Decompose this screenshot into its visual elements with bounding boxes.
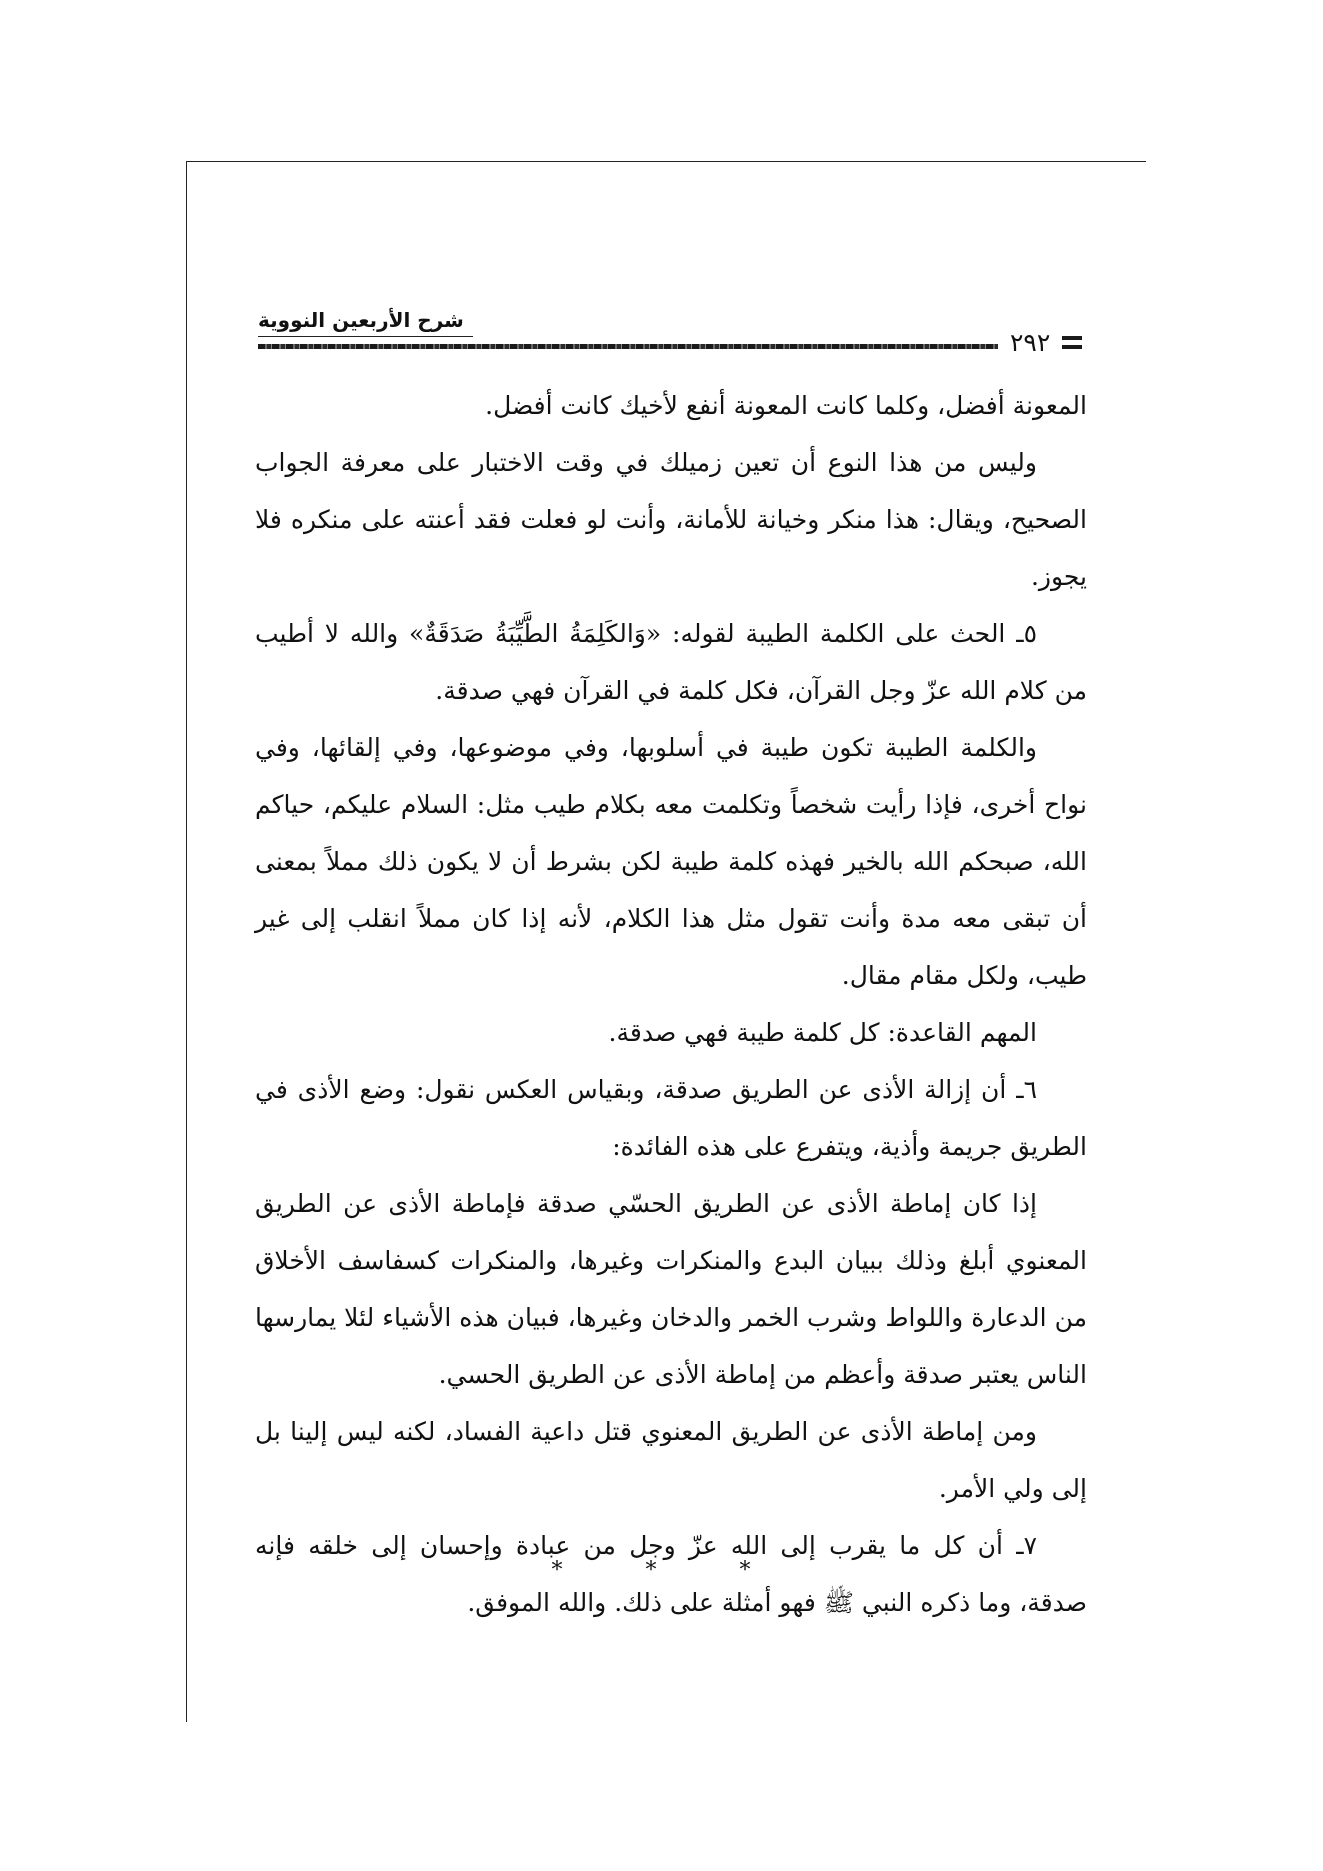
page-number-mark — [1062, 336, 1082, 340]
running-title: شرح الأربعين النووية — [258, 308, 464, 332]
page-number-mark — [1062, 345, 1082, 349]
page-header — [258, 300, 1082, 360]
running-title-underline — [258, 336, 473, 337]
paragraph-7: إذا كان إماطة الأذى عن الطريق الحسّي صدقة فإماطة الأذى عن الطريق المعنوي أبلغ وذلك ببيان البدع والمنكرات وغيرها، والمنكرات كسفاسف الأخلاق من الدعارة واللواط وشرب الخمر والدخان وغيرها، فبيان هذه الأشياء لئلا يمارسها الناس يعتبر صدقة وأعظم من إماطة الأذى عن الطريق الحسي. — [255, 1189, 1087, 1389]
paragraph-6: ٦ـ أن إزالة الأذى عن الطريق صدقة، وبقياس العكس نقول: وضع الأذى في الطريق جريمة وأذية، ويتفرع على هذه الفائدة: — [255, 1075, 1087, 1161]
header-rule — [258, 344, 998, 349]
paragraph-8: ومن إماطة الأذى عن الطريق المعنوي قتل داعية الفساد، لكنه ليس إلينا بل إلى ولي الأمر. — [255, 1417, 1087, 1503]
paragraph-2: وليس من هذا النوع أن تعين زميلك في وقت الاختبار على معرفة الجواب الصحيح، ويقال: هذا منكر وخيانة للأمانة، وأنت لو فعلت فقد أعنته على منكره فلا يجوز. — [255, 448, 1087, 591]
paragraph-4: والكلمة الطيبة تكون طيبة في أسلوبها، وفي موضوعها، وفي إلقائها، وفي نواح أخرى، فإذا رأيت شخصاً وتكلمت معه بكلام طيب مثل: السلام عليكم، حياكم الله، صبحكم الله بالخير فهذه كلمة طيبة لكن بشرط أن لا يكون ذلك مملاً بمعنى أن تبقى معه مدة وأنت تقول مثل هذا الكلام، لأنه إذا كان مملاً انقلب إلى غير طيب، ولكل مقام مقال. — [255, 733, 1087, 990]
paragraph-5: المهم القاعدة: كل كلمة طيبة فهي صدقة. — [608, 1018, 1037, 1047]
section-separator-stars: * * * — [551, 1558, 789, 1583]
paragraph-1: المعونة أفضل، وكلما كانت المعونة أنفع لأخيك كانت أفضل. — [485, 391, 1087, 420]
page-frame-left-line — [186, 161, 187, 1722]
paragraph-9: ٧ـ أن كل ما يقرب إلى الله عزّ وجل من عبادة وإحسان إلى خلقه فإنه صدقة، وما ذكره النبي ﷺ فهو أمثلة على ذلك. والله الموفق. — [255, 1531, 1087, 1617]
page-number: ٢٩٢ — [1010, 328, 1051, 357]
paragraph-3: ٥ـ الحث على الكلمة الطيبة لقوله: «وَالكَلِمَةُ الطَّيِّبَةُ صَدَقَةٌ» والله لا أطيب من كلام الله عزّ وجل القرآن، فكل كلمة في القرآن فهي صدقة. — [255, 619, 1087, 705]
body-text — [255, 377, 1087, 1631]
page-frame-top-line — [186, 161, 1146, 162]
